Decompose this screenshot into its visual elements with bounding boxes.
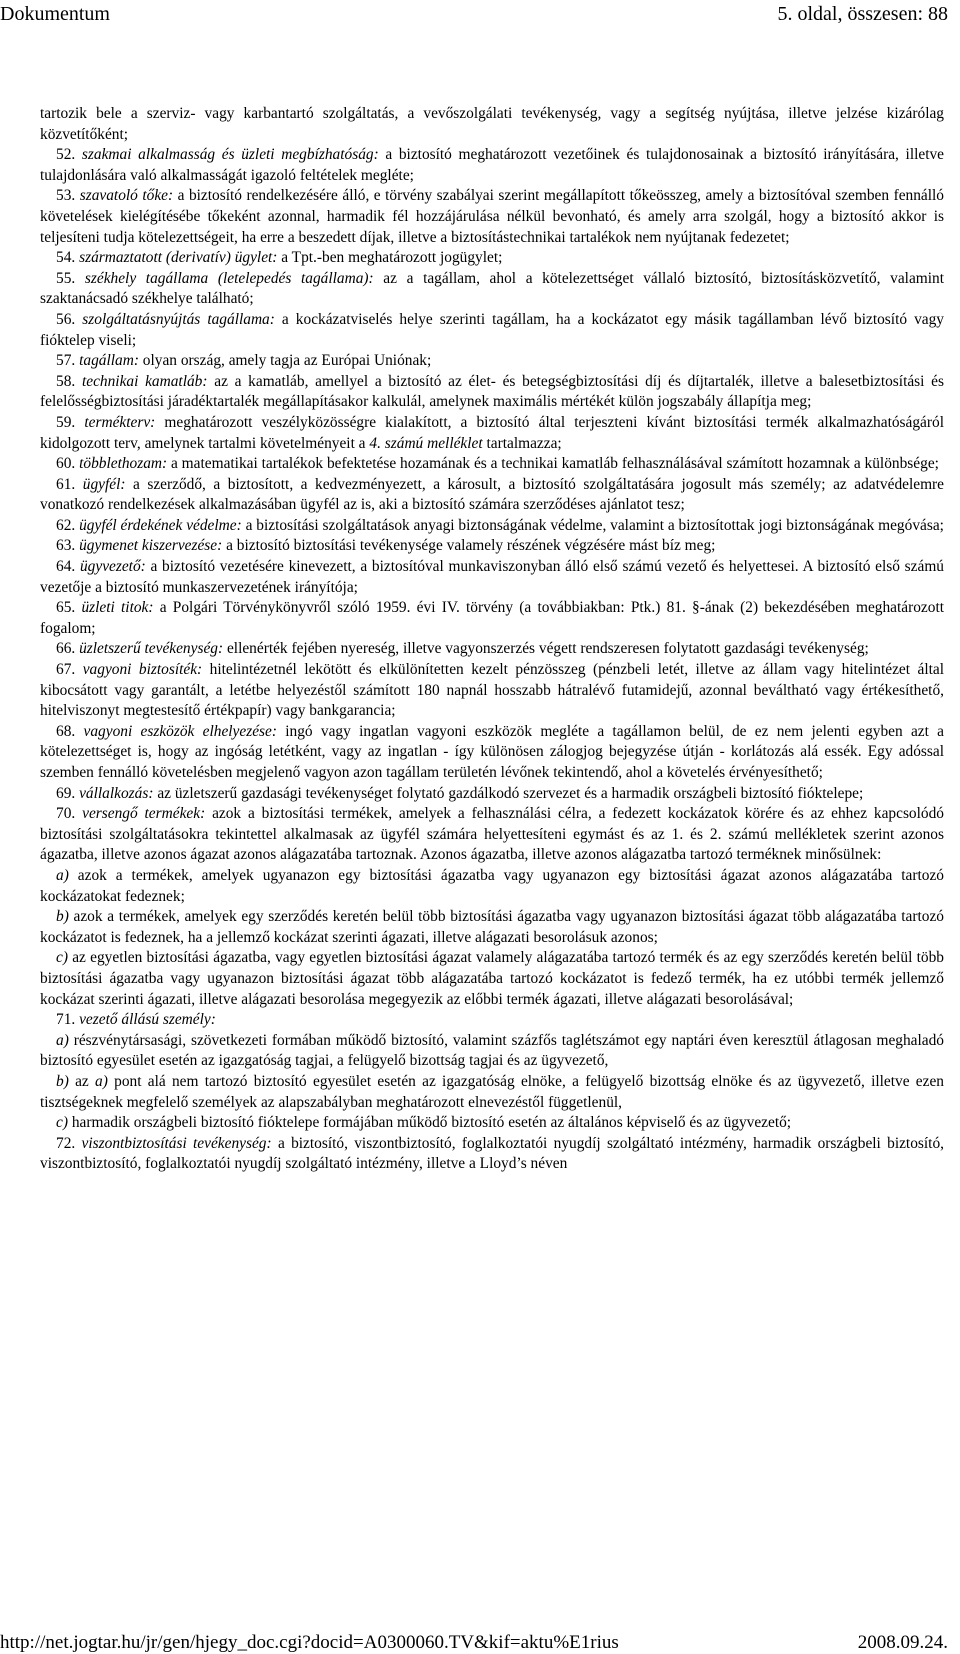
paragraph-p60 xyxy=(40,454,944,475)
paragraph-text: azok a biztosítási termékek, amelyek a felhasználási célra, a fedezett kockázatok körére és az ehhez kapcsolódó biztosítási szolgáltatásokra tekintettel alkalmasak az ügyfél számára helyettesíteni egymást és az 1. és 2. számú mellékletek szerint azonos ágazatba, illetve azonos ágazat azonos alágazatába tartoznak. Azonos ágazatba, illetve azonos alágazatba tartozó terméknek minősülnek: xyxy=(40,805,944,864)
paragraph-text: 67. xyxy=(56,661,83,679)
paragraph-p53 xyxy=(40,186,944,248)
term-label: termékterv: xyxy=(84,413,156,431)
paragraph-p72 xyxy=(40,1134,944,1175)
paragraph-text: a kockázatviselés helye szerinti tagállam, ha a kockázatot egy másik tagállamban lévő biztosító vagy fióktelep viseli; xyxy=(40,310,944,349)
paragraph-text: az üzletszerű gazdasági tevékenységet folytató gazdálkodó szervezet és a harmadik országbeli biztosító fióktelepe; xyxy=(153,784,864,802)
paragraph-text: 63. xyxy=(56,537,80,555)
paragraph-text: harmadik országbeli biztosító fióktelepe formájában működő biztosító esetén az általános képviselő és az ügyvezető; xyxy=(67,1114,792,1132)
paragraph-text: részvénytársasági, szövetkezeti formában működő biztosító, valamint százfős taglétszámot egy naptári éven keresztül átlagosan meghaladó biztosító egyesület esetén az igazgatóság tagjai, a felügyelő bizottság tagjai és az ügyvezető, xyxy=(40,1031,944,1070)
paragraph-p54 xyxy=(40,248,944,269)
paragraph-p70c xyxy=(40,948,944,1010)
paragraph-text: a biztosító rendelkezésére álló, e törvény szabályai szerint megállapított tőkeösszeg, amely a biztosítóval szemben fennálló követelések kielégítésébe tőkeként azonnal, harmadik fél hozzájárulása nélkül bevonható, és amely arra szolgál, hogy a biztosító akkor is teljesíteni tudja kötelezettségeit, ha erre a beszedett díjak, illetve a biztosítástechnikai tartalékok nem nyújtanak fedezetet; xyxy=(40,187,944,246)
paragraph-text: tartozik bele a szerviz- vagy karbantartó szolgáltatás, a vevőszolgálati tevékenység, vagy a segítség nyújtása, illetve jelzése kizárólag közvetítőként; xyxy=(40,105,944,143)
paragraph-text: ingó vagy ingatlan vagyoni eszközök megléte a tagállamon belül, de ez nem jelenti egyben azt a kötelezettséget is, hogy az ingóság letétként, vagy az ingatlan - így különösen zálogjog bejegyzése útján - korlátozás alá essék. Egy adóssal szemben fennálló követelésben megjelenő vagyon azon tagállam területén lévőnek tekintendő, ahol a követelés érvényesíthető; xyxy=(40,722,944,781)
paragraph-text: a szerződő, a biztosított, a kedvezményezett, a károsult, a biztosító szolgáltatására jogosult más személy; az adatvédelemre vonatkozó rendelkezések alkalmazásában ügyfél az is, aki a biztosító számára szerződéses ajánlatot tesz; xyxy=(40,475,944,514)
paragraph-text: 55. xyxy=(56,269,85,287)
term-label: versengő termékek: xyxy=(82,805,206,823)
paragraph-text: az a tagállam, ahol a kötelezettséget vállaló biztosító, biztosításközvetítő, valamint szaktanácsadó székhelye található; xyxy=(40,269,944,308)
term-label: c) xyxy=(56,1114,68,1132)
term-label: technikai kamatláb: xyxy=(81,372,208,390)
term-label: c) xyxy=(56,949,68,967)
paragraph-p63 xyxy=(40,536,944,557)
paragraph-p57 xyxy=(40,351,944,372)
paragraph-text: pont alá nem tartozó biztosító egyesület esetén az igazgatóság elnöke, a felügyelő bizottság elnöke és az ügyvezető, illetve ezen tisztségeknek megfelelő személyek az alapszabályban meghatározott elnevezéstől függetlenül, xyxy=(40,1072,945,1111)
footer-date: 2008.09.24. xyxy=(857,1632,948,1653)
paragraph-text: hitelintézetnél lekötött és elkülönítetten kezelt pénzösszeg (pénzbeli letét, illetve az állam vagy hitelintézet által kibocsátott vagy garantált, a letétbe helyezéstől számított 180 napnál hosszabb hátralévő futamidejű, azonnal beváltható vagy értékesíthető, hitelviszonyt megtestesítő értékpapír) vagy bankgarancia; xyxy=(40,661,945,720)
term-label: szavatoló tőke: xyxy=(79,187,174,205)
paragraph-text: a biztosító, viszontbiztosító, foglalkoztatói nyugdíj szolgáltató intézmény, harmadik országbeli biztosító, viszontbiztosító, foglalkoztatói nyugdíj szolgáltató intézmény, illetve a Lloyd’s néven xyxy=(40,1134,944,1173)
document-title: Dokumentum xyxy=(0,3,110,25)
paragraph-p56 xyxy=(40,310,944,351)
term-label: vállalkozás: xyxy=(79,784,154,802)
paragraph-text: az egyetlen biztosítási ágazatba, vagy egyetlen biztosítási ágazat valamely alágazatába tartozó termék és az egy szerződés keretén belül több biztosítási ágazatba vagy ugyanazon biztosítási ágazat több alágazatába tartozó kockázatot is fedező termék, ha ez utóbbi termék jellemző kockázat szerinti ágazati, illetve alágazati besorolása megegyezik az előbbi termék ágazati, illetve alágazati besorolásával; xyxy=(40,949,944,1008)
paragraph-p71 xyxy=(40,1010,944,1031)
paragraph-text: 62. xyxy=(56,516,80,534)
paragraph-text: a biztosítási szolgáltatások anyagi biztonságának védelme, valamint a biztosítottak jogi biztonságának megóvása; xyxy=(241,516,944,534)
paragraph-p71c xyxy=(40,1113,944,1134)
term-label: b) xyxy=(56,908,69,926)
paragraph-text: 53. xyxy=(56,187,80,205)
paragraph-text: az a kamatláb, amellyel a biztosító az élet- és betegségbiztosítási díj és díjtartalék, illetve a balesetbiztosítási és felelősségbiztosítási járadéktartalék megállapításakor kalkulál, amelynek maximális mértékét külön jogszabály állapítja meg; xyxy=(40,372,944,411)
paragraph-text: meghatározott veszélyközösségre kialakított, a biztosító által terjeszteni kívánt biztosítási termék alkalmazhatóságáról kidolgozott terv, amelynek tartalmi követelményeit a xyxy=(40,413,944,452)
term-label: többlethozam: xyxy=(79,455,168,473)
paragraph-text: 58. xyxy=(56,372,82,390)
term-label: származtatott (derivatív) ügylet: xyxy=(79,249,278,267)
paragraph-text: 65. xyxy=(56,599,82,617)
term-label: szolgáltatásnyújtás tagállama: xyxy=(82,310,275,328)
term-label: a) xyxy=(56,1031,69,1049)
paragraph-p59 xyxy=(40,413,944,454)
paragraph-p62 xyxy=(40,516,944,537)
paragraph-p0 xyxy=(40,104,944,145)
paragraph-text: 59. xyxy=(56,413,85,431)
term-label: a) xyxy=(95,1072,108,1090)
term-label: szakmai alkalmasság és üzleti megbízhatóság: xyxy=(81,146,379,164)
footer-url[interactable]: http://net.jogtar.hu/jr/gen/hjegy_doc.cgi?docid=A0300060.TV&kif=aktu%E1rius xyxy=(0,1632,619,1653)
term-label: ügyvezető: xyxy=(79,558,146,576)
paragraph-p68 xyxy=(40,722,944,784)
paragraph-p70 xyxy=(40,804,944,866)
paragraph-p70a xyxy=(40,866,944,907)
term-label: viszontbiztosítási tevékenység: xyxy=(81,1134,272,1152)
paragraph-text: 64. xyxy=(56,558,80,576)
paragraph-text: 69. xyxy=(56,784,80,802)
paragraph-text: 68. xyxy=(56,722,84,740)
paragraph-p69 xyxy=(40,784,944,805)
paragraph-text: 66. xyxy=(56,640,80,658)
paragraph-text: azok a termékek, amelyek ugyanazon egy biztosítási ágazatba vagy ugyanazon egy biztosítási ágazat azonos alágazatába tartozó kockázatokat fedeznek; xyxy=(40,866,944,905)
paragraph-p71a xyxy=(40,1031,944,1072)
paragraph-p65 xyxy=(40,598,944,639)
paragraph-text: tartalmazza; xyxy=(482,434,562,452)
term-label: vagyoni biztosíték: xyxy=(82,661,203,679)
paragraph-p55 xyxy=(40,269,944,310)
paragraph-text: 52. xyxy=(56,146,82,164)
term-label: b) xyxy=(56,1072,69,1090)
term-label: vagyoni eszközök elhelyezése: xyxy=(83,722,277,740)
paragraph-text: a matematikai tartalékok befektetése hozamának és a technikai kamatláb felhasználásával számított hozamnak a különbsége; xyxy=(167,455,939,473)
paragraph-text: 57. xyxy=(56,352,80,370)
paragraph-text: a Polgári Törvénykönyvről szóló 1959. évi IV. törvény (a továbbiakban: Ptk.) 81. §-ának (2) bekezdésében meghatározott fogalom; xyxy=(40,599,944,637)
paragraph-p70b xyxy=(40,907,944,948)
paragraph-text: a biztosító biztosítási tevékenysége valamely részének végzésére mást bíz meg; xyxy=(222,537,716,555)
term-label: székhely tagállama (letelepedés tagállama): xyxy=(84,269,374,287)
term-label: ügyfél érdekének védelme: xyxy=(79,516,242,534)
paragraph-text: ellenérték fejében nyereség, illetve vagyonszerzés végett rendszeresen folytatott gazdasági tevékenység; xyxy=(223,640,869,658)
paragraph-text: 56. xyxy=(56,310,83,328)
paragraph-p64 xyxy=(40,557,944,598)
paragraph-p67 xyxy=(40,660,944,722)
paragraph-text: az xyxy=(68,1072,96,1090)
document-body xyxy=(40,104,944,1175)
paragraph-p61 xyxy=(40,475,944,516)
paragraph-p58 xyxy=(40,372,944,413)
paragraph-text: 72. xyxy=(56,1134,82,1152)
paragraph-text: azok a termékek, amelyek egy szerződés keretén belül több biztosítási ágazatba vagy ugyanazon biztosítási ágazat több alágazatába tartozó kockázatot is fedeznek, ha a jellemző kockázat szerinti ágazati, illetve alágazati besorolásuk azonos; xyxy=(40,908,944,946)
paragraph-p66 xyxy=(40,639,944,660)
paragraph-p71b xyxy=(40,1072,944,1113)
term-label: a) xyxy=(56,866,69,884)
page-header xyxy=(0,0,960,32)
term-label: tagállam: xyxy=(79,352,139,370)
paragraph-text: a biztosító meghatározott vezetőinek és tulajdonosainak a biztosító irányítására, illetve tulajdonlására való alkalmasságát igazoló feltételek megléte; xyxy=(40,146,945,184)
paragraph-text: olyan ország, amely tagja az Európai Uniónak; xyxy=(138,352,432,370)
term-label: ügymenet kiszervezése: xyxy=(79,537,223,555)
term-label: üzleti titok: xyxy=(81,599,154,617)
paragraph-text: 60. xyxy=(56,455,80,473)
term-label: vezető állású személy: xyxy=(79,1011,216,1029)
paragraph-p52 xyxy=(40,145,944,186)
paragraph-text: a Tpt.-ben meghatározott jogügylet; xyxy=(277,249,503,267)
term-label: 4. számú melléklet xyxy=(369,434,483,452)
page-footer xyxy=(0,1632,960,1654)
paragraph-text: 71. xyxy=(56,1011,80,1029)
term-label: ügyfél: xyxy=(82,475,126,493)
paragraph-text: 70. xyxy=(56,805,83,823)
term-label: üzletszerű tevékenység: xyxy=(79,640,224,658)
paragraph-text: a biztosító vezetésére kinevezett, a biztosítóval munkaviszonyban álló első számú vezető és helyettesei. A biztosító első számú vezetője a biztosító munkaszervezetének irányítója; xyxy=(40,558,945,596)
paragraph-text: 54. xyxy=(56,249,80,267)
page-info: 5. oldal, összesen: 88 xyxy=(777,3,948,25)
paragraph-text: 61. xyxy=(56,475,83,493)
